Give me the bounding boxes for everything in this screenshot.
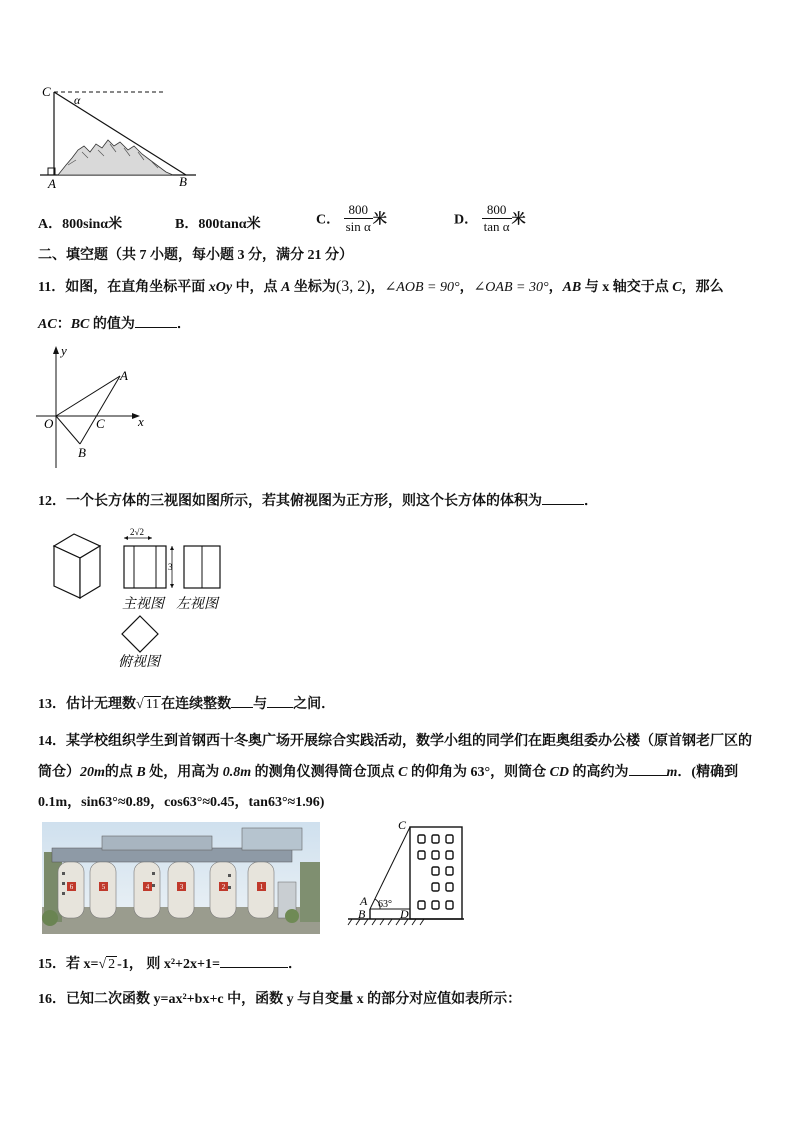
svg-text:3: 3 — [168, 562, 173, 572]
svg-text:5: 5 — [101, 883, 106, 891]
svg-text:俯视图: 俯视图 — [118, 655, 160, 670]
svg-text:B: B — [358, 907, 366, 921]
svg-text:O: O — [44, 416, 54, 431]
answer-blank-2[interactable] — [267, 695, 293, 708]
svg-text:C: C — [398, 818, 407, 832]
svg-text:1: 1 — [259, 883, 264, 891]
svg-text:左视图: 左视图 — [176, 597, 218, 612]
option-b: B．800tanα米 — [175, 217, 261, 232]
svg-text:A: A — [120, 368, 128, 383]
svg-text:D: D — [400, 907, 409, 921]
label-A: A — [48, 176, 56, 191]
q11-line1: 11．如图，在直角坐标平面 xOy 中，点 A 坐标为(3, 2)，∠AOB = 90°，∠OAB = 30°，AB 与 x 轴交于点 C，那么 — [38, 278, 724, 295]
option-a: A．800sinα米 — [38, 217, 123, 232]
answer-blank[interactable] — [629, 763, 667, 776]
option-d: D． $\frac{800}{\text{tan α}}$ 米 — [454, 202, 526, 234]
q14-line2: 筒仓）20m的点 B 处，用高为 0.8m 的测角仪测得筒仓顶点 C 的仰角为 63°，则筒仓 CD 的高约为 m．(精确到 — [38, 765, 739, 780]
fraction-d: $\frac{800}{\text{tan α}}$ — [483, 202, 510, 234]
svg-text:C: C — [96, 416, 105, 431]
q14-line1: 14．某学校组织学生到首钢西十冬奥广场开展综合实践活动，数学小组的同学们在距奥组委办公楼（原首钢老厂区的 — [38, 734, 752, 749]
svg-text:y: y — [61, 343, 67, 358]
label-B: B — [179, 174, 187, 189]
svg-text:6: 6 — [69, 883, 74, 891]
answer-blank[interactable] — [220, 955, 288, 968]
answer-blank[interactable] — [135, 315, 177, 328]
silo-building-photo — [42, 822, 320, 934]
label-alpha: α — [74, 93, 81, 107]
svg-text:主视图: 主视图 — [122, 597, 164, 612]
svg-text:A: A — [360, 894, 368, 908]
answer-blank-1[interactable] — [231, 695, 253, 708]
q15-line: 15．若 x=√ 2 -1， 则 x²+2x+1= ． — [38, 957, 302, 972]
svg-text:4: 4 — [145, 883, 150, 891]
q12-line: 12．一个长方体的三视图如图所示，若其俯视图为正方形，则这个长方体的体积为 ． — [38, 494, 598, 509]
coordinate-figure — [34, 340, 154, 470]
section-heading: 二、填空题（共 7 小题，每小题 3 分，满分 21 分） — [38, 248, 353, 263]
q14-line3: 0.1m，sin63°≈0.89，cos63°≈0.45，tan63°≈1.96) — [38, 795, 325, 810]
option-c: C． $\frac{800}{\text{sin α}}$ 米 — [316, 202, 387, 234]
svg-text:3: 3 — [179, 883, 184, 891]
q16-line: 16．已知二次函数 y=ax²+bx+c 中，函数 y 与自变量 x 的部分对应值如表所示： — [38, 992, 522, 1007]
svg-text:B: B — [78, 445, 86, 460]
svg-text:2: 2 — [221, 883, 226, 891]
label-C: C — [42, 84, 51, 99]
fraction-c: $\frac{800}{\text{sin α}}$ — [345, 202, 371, 234]
three-view-figure — [48, 526, 228, 671]
mountain-angle-figure — [38, 80, 198, 192]
svg-text:x: x — [138, 414, 144, 429]
silo-angle-figure — [344, 815, 470, 935]
svg-text:63°: 63° — [378, 899, 392, 910]
q11-line2: AC：BC 的值为 ． — [38, 317, 191, 332]
q13-line: 13．估计无理数√ 11 在连续整数 与 之间． — [38, 697, 336, 712]
svg-text:2√2: 2√2 — [130, 527, 144, 537]
answer-blank[interactable] — [542, 492, 584, 505]
